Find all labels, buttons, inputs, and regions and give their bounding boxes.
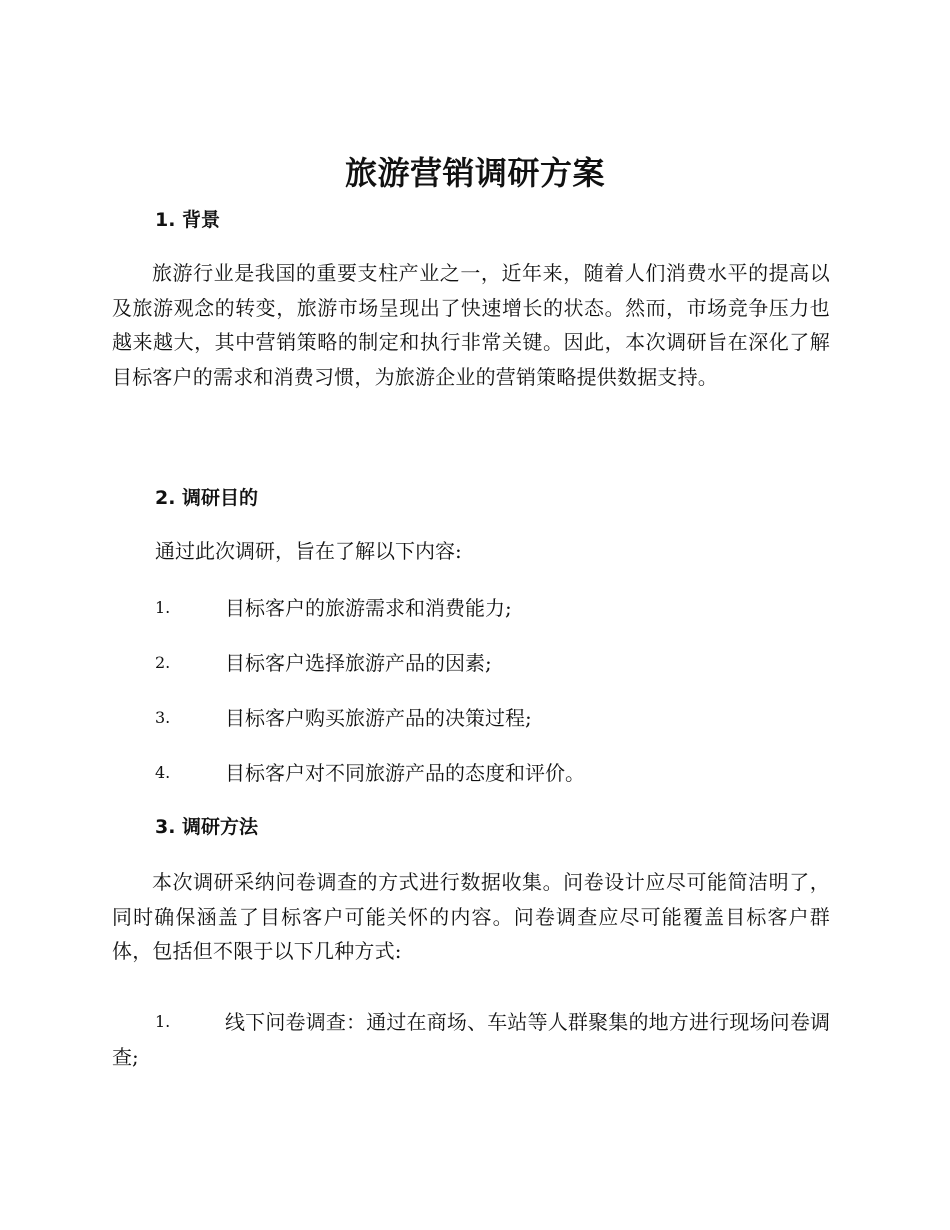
list-number: 3.	[155, 708, 171, 727]
section-heading-method: 3. 调研方法	[155, 816, 259, 838]
list-item	[112, 591, 830, 626]
section-heading-background: 1. 背景	[155, 209, 221, 231]
list-text: 目标客户选择旅游产品的因素;	[225, 651, 492, 675]
list-number: 1.	[155, 1012, 171, 1031]
list-number: 2.	[155, 653, 171, 672]
purpose-intro: 通过此次调研，旨在了解以下内容:	[155, 539, 462, 563]
method-paragraph: 本次调研采纳问卷调查的方式进行数据收集。问卷设计应尽可能简洁明了，同时确保涵盖了目标客户可能关怀的内容。问卷调查应尽可能覆盖目标客户群体，包括但不限于以下几种方式:	[112, 870, 830, 963]
section-heading-purpose: 2. 调研目的	[155, 487, 259, 509]
list-item	[112, 756, 830, 791]
list-item	[112, 701, 830, 736]
list-text: 目标客户的旅游需求和消费能力;	[225, 596, 512, 620]
list-item	[112, 646, 830, 681]
list-item	[112, 1005, 830, 1074]
list-text: 目标客户购买旅游产品的决策过程;	[225, 706, 532, 730]
list-text: 目标客户对不同旅游产品的态度和评价。	[225, 761, 585, 785]
background-paragraph: 旅游行业是我国的重要支柱产业之一，近年来，随着人们消费水平的提高以及旅游观念的转变，旅游市场呈现出了快速增长的状态。然而，市场竞争压力也越来越大，其中营销策略的制定和执行非常关键。因此，本次调研旨在深化了解目标客户的需求和消费习惯，为旅游企业的营销策略提供数据支持。	[112, 261, 830, 389]
list-number: 1.	[155, 598, 171, 617]
list-text: 线下问卷调查：通过在商场、车站等人群聚集的地方进行现场问卷调查;	[112, 1010, 830, 1069]
list-number: 4.	[155, 763, 171, 782]
document-title: 旅游营销调研方案	[344, 154, 605, 192]
